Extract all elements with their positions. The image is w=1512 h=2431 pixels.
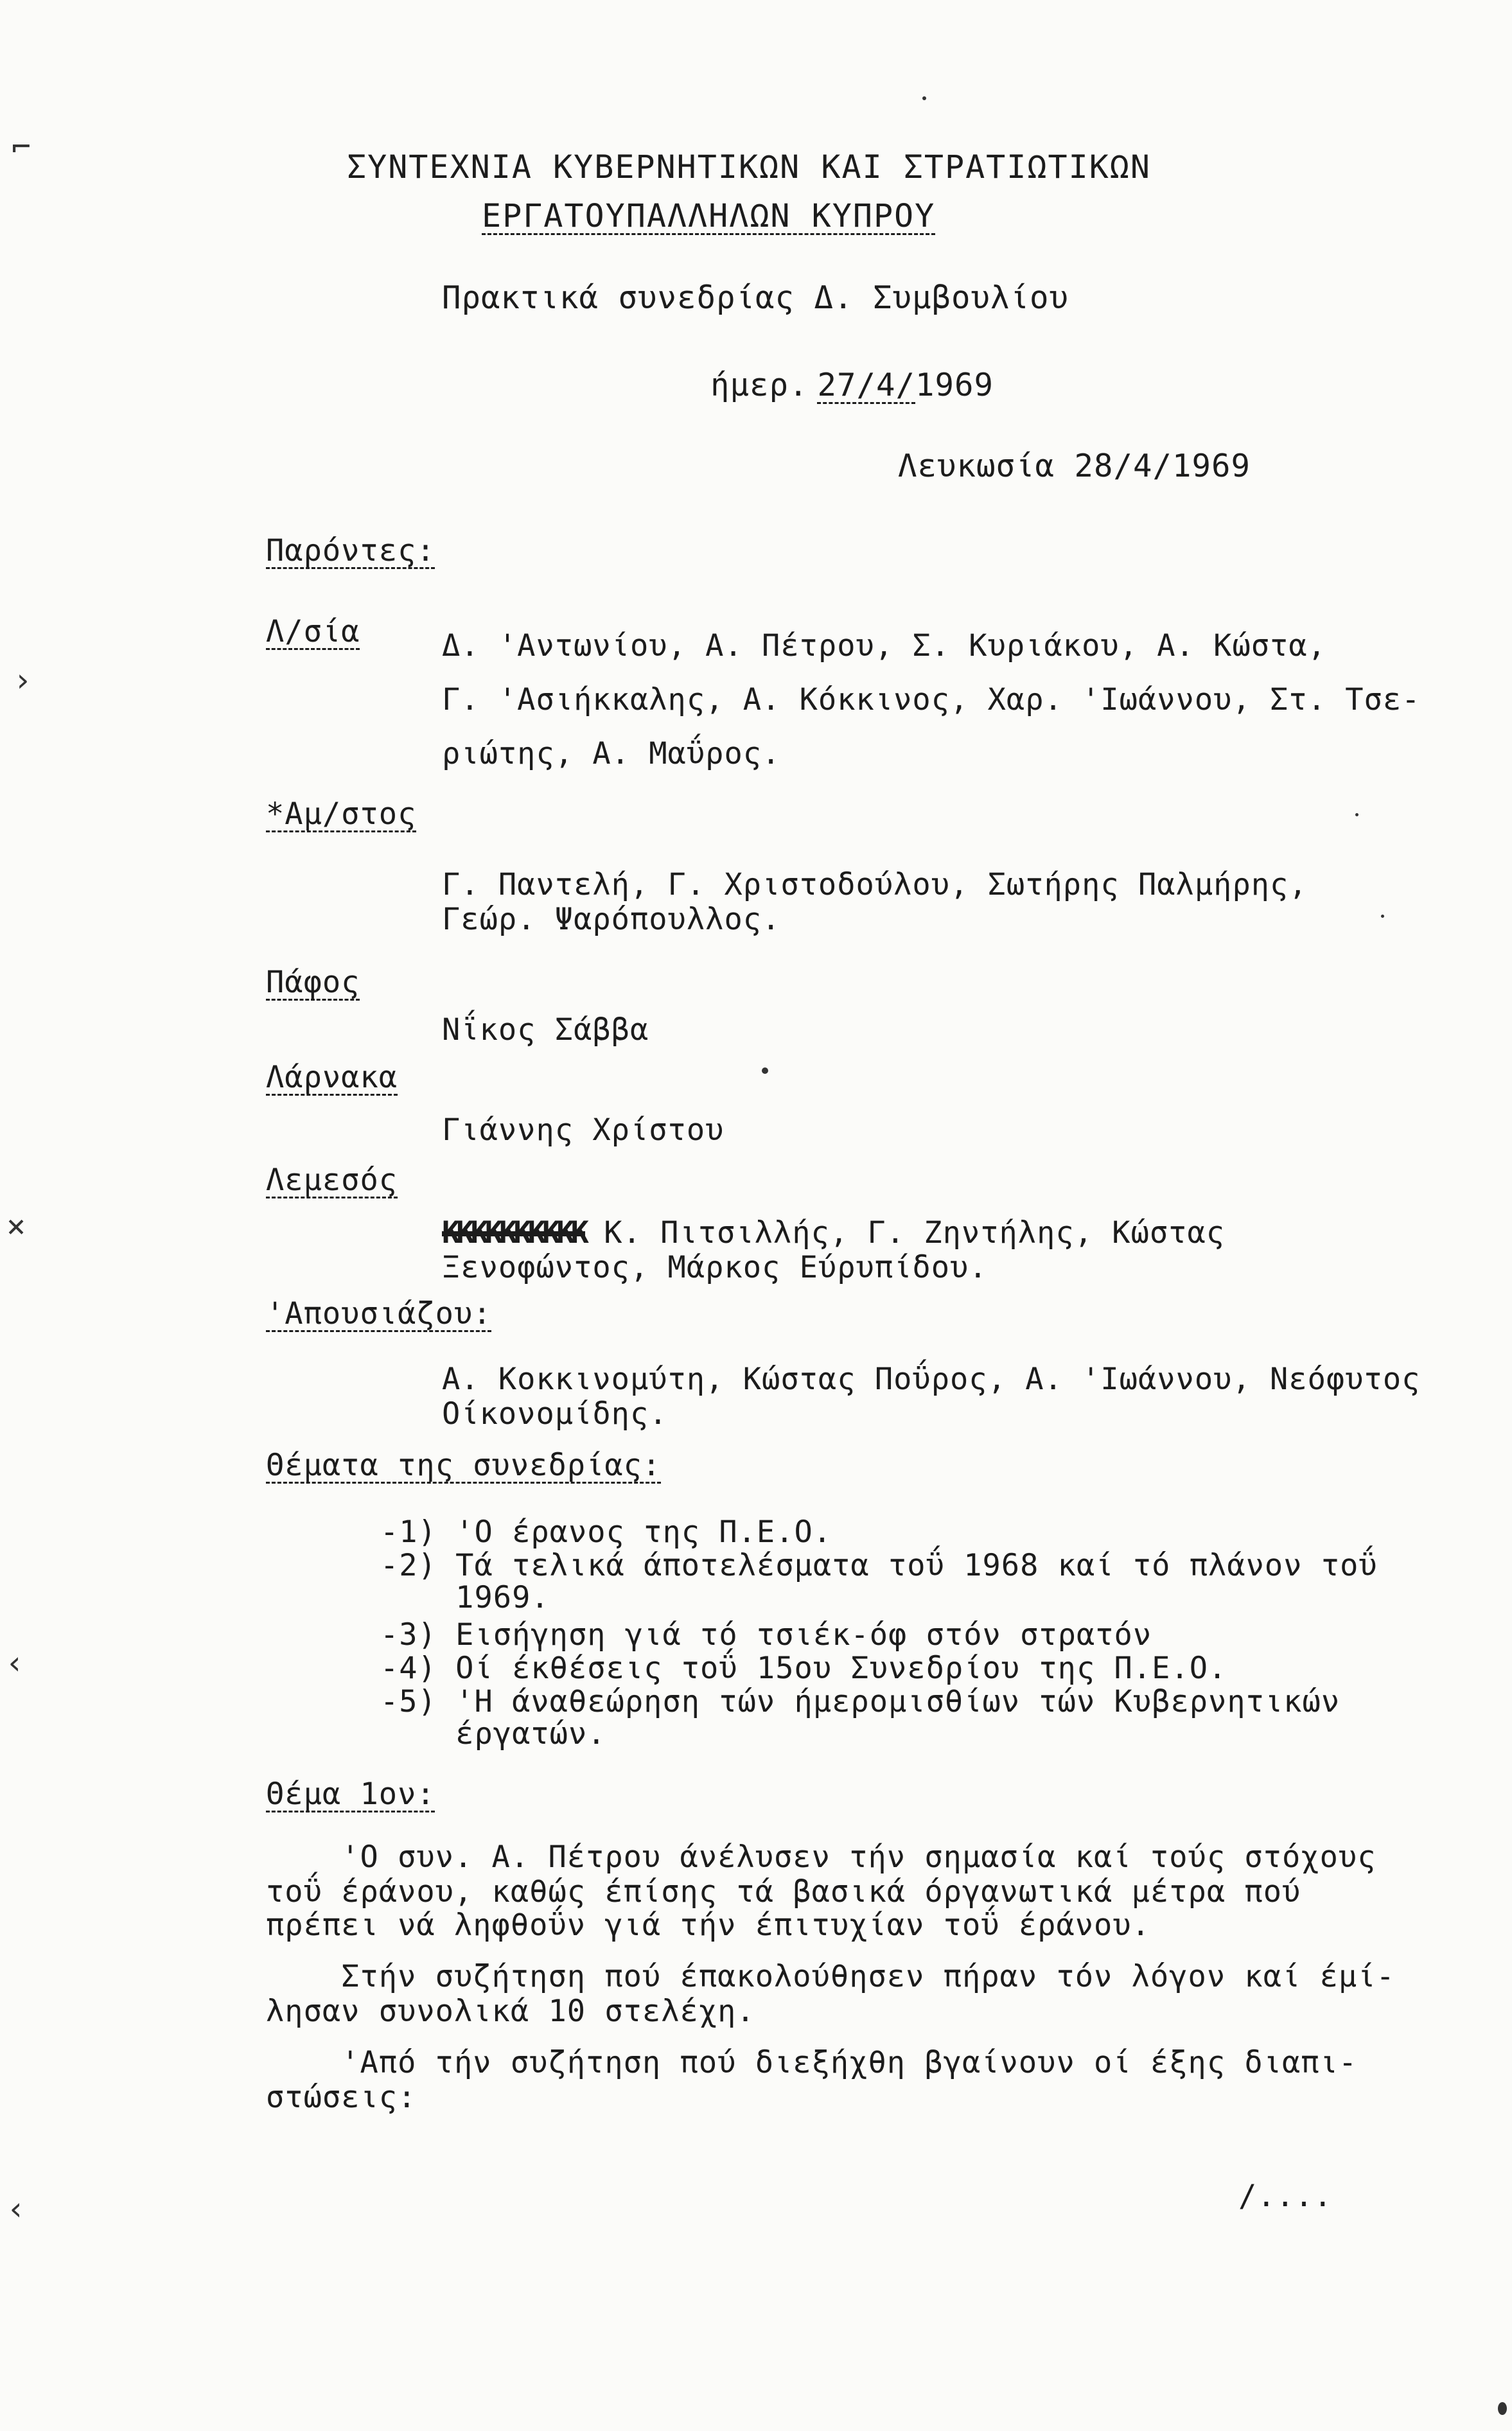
topic1-para-line7: στώσεις: xyxy=(266,2080,417,2115)
agenda-item-4: -4) Οί έκθέσεις τοΰ 15ου Συνεδρίου της Π.Ε.Ο. xyxy=(380,1651,1227,1686)
dust-speck xyxy=(922,96,926,100)
minutes-date-prefix: ήμερ. xyxy=(710,367,809,403)
group-label-famagusta: *Αμ/στος xyxy=(266,796,417,832)
margin-mark: ⌐ xyxy=(12,128,31,166)
group-famagusta-line1: Γ. Παντελή, Γ. Χριστοδούλου, Σωτήρης Παλμήρης, xyxy=(442,867,1308,902)
absent-heading: 'Απουσιάζου: xyxy=(266,1296,492,1331)
group-nicosia-line2: Γ. 'Ασιήκκαλης, Α. Κόκκινος, Χαρ. 'Ιωάννου, Στ. Τσε- xyxy=(442,682,1421,717)
margin-mark: ‹ xyxy=(6,2190,26,2227)
topic1-para-line3: πρέπει νά ληφθοΰν γιά τήν έπιτυχίαν τοΰ έράνου. xyxy=(266,1908,1150,1943)
group-limassol-line2: Ξενοφώντος, Μάρκος Εύρυπίδου. xyxy=(442,1250,988,1285)
agenda-item-5: -5) 'Η άναθεώρηση τών ήμερομισθίων τών Κυβερνητικών xyxy=(380,1684,1341,1719)
dust-speck xyxy=(1355,813,1358,816)
agenda-heading xyxy=(266,1448,661,1484)
dust-speck xyxy=(1498,2402,1507,2415)
group-label-larnaca: Λάρνακα xyxy=(266,1060,398,1095)
margin-mark: × xyxy=(6,1207,26,1245)
group-label-nicosia: Λ/σία xyxy=(266,614,360,649)
topic1-para-line6: 'Από τήν συζήτηση πού διεξήχθη βγαίνουν οί έξης διαπι- xyxy=(266,2045,1358,2080)
group-label-limassol: Λεμεσός xyxy=(266,1163,398,1198)
struck-out-text: ΚΚΚΚΚΚΚΚΚΚ xyxy=(442,1215,585,1251)
margin-mark: ‹ xyxy=(5,1644,25,1681)
agenda-item-2: -2) Τά τελικά άποτελέσματα τοΰ 1968 καί τό πλάνον τοΰ xyxy=(380,1548,1378,1583)
group-label-paphos: Πάφος xyxy=(266,965,360,1000)
minutes-date-underlined: 27/4/ xyxy=(817,367,916,403)
agenda-item-5-cont: έργατών. xyxy=(380,1716,606,1751)
minutes-date xyxy=(632,331,994,439)
agenda-item-3: -3) Εισήγηση γιά τό τσιέκ-όφ στόν στρατόν xyxy=(380,1617,1152,1653)
topic1-heading: Θέμα 1ον: xyxy=(266,1777,435,1812)
group-nicosia-line3: ριώτης, Α. Μαΰρος. xyxy=(442,736,781,771)
group-paphos-line1: Νΐκος Σάββα xyxy=(442,1012,649,1048)
topic1-para-line4: Στήν συζήτηση πού έπακολούθησεν πήραν τόν λόγον καί έμί- xyxy=(266,1959,1395,1994)
absent-line2: Οίκονομίδης. xyxy=(442,1396,668,1432)
margin-mark: › xyxy=(13,662,33,699)
group-limassol-line1 xyxy=(442,1215,1225,1251)
minutes-title: Πρακτικά συνεδρίας Δ. Συμβουλίου xyxy=(442,279,1069,316)
agenda-heading-text: Θέματα της συνεδρίας: xyxy=(266,1448,662,1483)
group-larnaca-line1: Γιάννης Χρίστου xyxy=(442,1112,725,1148)
group-nicosia-line1: Δ. 'Αντωνίου, Α. Πέτρου, Σ. Κυριάκου, Α. Κώστα, xyxy=(442,628,1326,663)
place-and-date: Λευκωσία 28/4/1969 xyxy=(898,448,1251,484)
organization-name-line2: ΕΡΓΑΤΟΥΠΑΛΛΗΛΩΝ ΚΥΠΡΟΥ xyxy=(482,197,936,234)
organization-name-line1: ΣΥΝΤΕΧΝΙΑ ΚΥΒΕΡΝΗΤΙΚΩΝ ΚΑΙ ΣΤΡΑΤΙΩΤΙΚΩΝ xyxy=(347,148,1151,186)
topic1-para-line2: τοΰ έράνου, καθώς έπίσης τά βασικά όργανωτικά μέτρα πού xyxy=(266,1874,1301,1909)
agenda-item-1: -1) 'Ο έρανος της Π.Ε.Ο. xyxy=(380,1514,832,1550)
continuation-mark: /.... xyxy=(1238,2179,1333,2214)
dust-speck xyxy=(762,1067,768,1074)
minutes-date-year: 1969 xyxy=(915,367,994,403)
dust-speck xyxy=(1381,915,1384,918)
topic1-para-line1: 'Ο συν. Α. Πέτρου άνέλυσεν τήν σημασία καί τούς στόχους xyxy=(266,1839,1376,1875)
group-limassol-line1-text: Κ. Πιτσιλλής, Γ. Ζηντήλης, Κώστας xyxy=(585,1215,1226,1251)
topic1-para-line5: λησαν συνολικά 10 στελέχη. xyxy=(266,1994,755,2029)
absent-line1: Α. Κοκκινομύτη, Κώστας Ποΰρος, Α. 'Ιωάννου, Νεόφυτος xyxy=(442,1362,1421,1397)
agenda-item-2-cont: 1969. xyxy=(380,1580,550,1615)
group-famagusta-line2: Γεώρ. Ψαρόπουλλος. xyxy=(442,902,781,937)
present-heading: Παρόντες: xyxy=(266,533,435,568)
